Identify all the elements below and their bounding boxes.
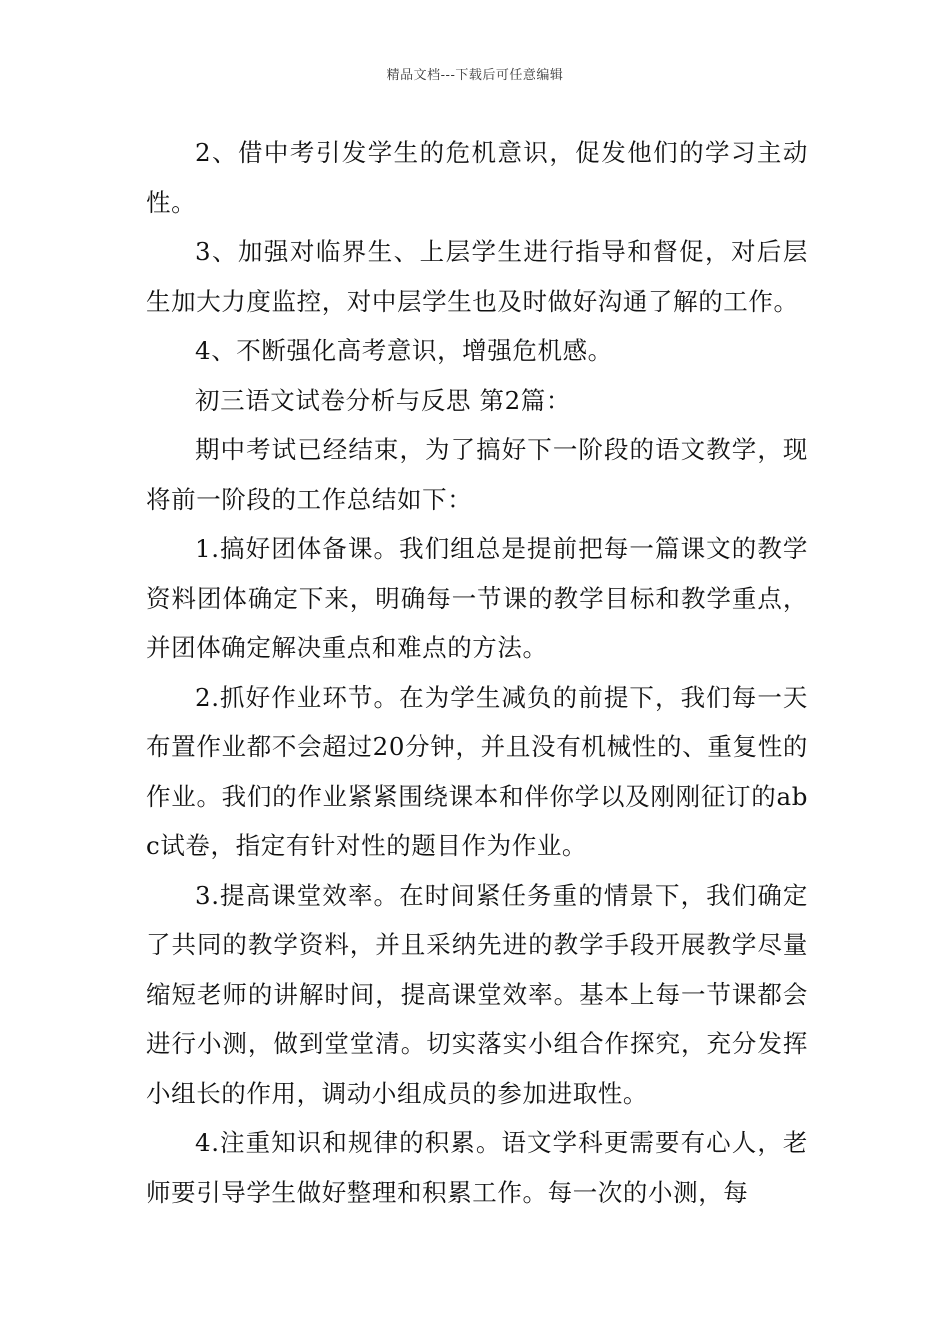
paragraph-point-3: 3.提高课堂效率。在时间紧任务重的情景下，我们确定了共同的教学资料，并且采纳先进的教学手段开展教学尽量缩短老师的讲解时间，提高课堂效率。基本上每一节课都会进行小测，做到堂堂清。切实落实小组合作探究，充分发挥小组长的作用，调动小组成员的参加进取性。	[146, 880, 808, 1108]
page-header: 精品文档---下载后可任意编辑	[386, 68, 564, 83]
document-body	[146, 128, 808, 1217]
paragraph-item-2: 2、借中考引发学生的危机意识，促发他们的学习主动性。	[146, 138, 808, 217]
paragraph-point-2: 2.抓好作业环节。在为学生减负的前提下，我们每一天布置作业都不会超过20分钟，并且没有机械性的、重复性的作业。我们的作业紧紧围绕课本和伴你学以及刚刚征订的abc试卷，指定有针对性的题目作为作业。	[146, 682, 808, 860]
intro-paragraph: 期中考试已经结束，为了搞好下一阶段的语文教学，现将前一阶段的工作总结如下：	[146, 435, 808, 514]
paragraph-item-4: 4、不断强化高考意识，增强危机感。	[195, 336, 613, 365]
paragraph-item-3: 3、加强对临界生、上层学生进行指导和督促，对后层生加大力度监控，对中层学生也及时做好沟通了解的工作。	[146, 237, 808, 316]
paragraph-point-1: 1.搞好团体备课。我们组总是提前把每一篇课文的教学资料团体确定下来，明确每一节课的教学目标和教学重点，并团体确定解决重点和难点的方法。	[146, 534, 808, 662]
paragraph-point-4: 4.注重知识和规律的积累。语文学科更需要有心人，老师要引导学生做好整理和积累工作。每一次的小测，每	[146, 1128, 808, 1207]
section-heading: 初三语文试卷分析与反思 第2篇：	[195, 385, 571, 415]
